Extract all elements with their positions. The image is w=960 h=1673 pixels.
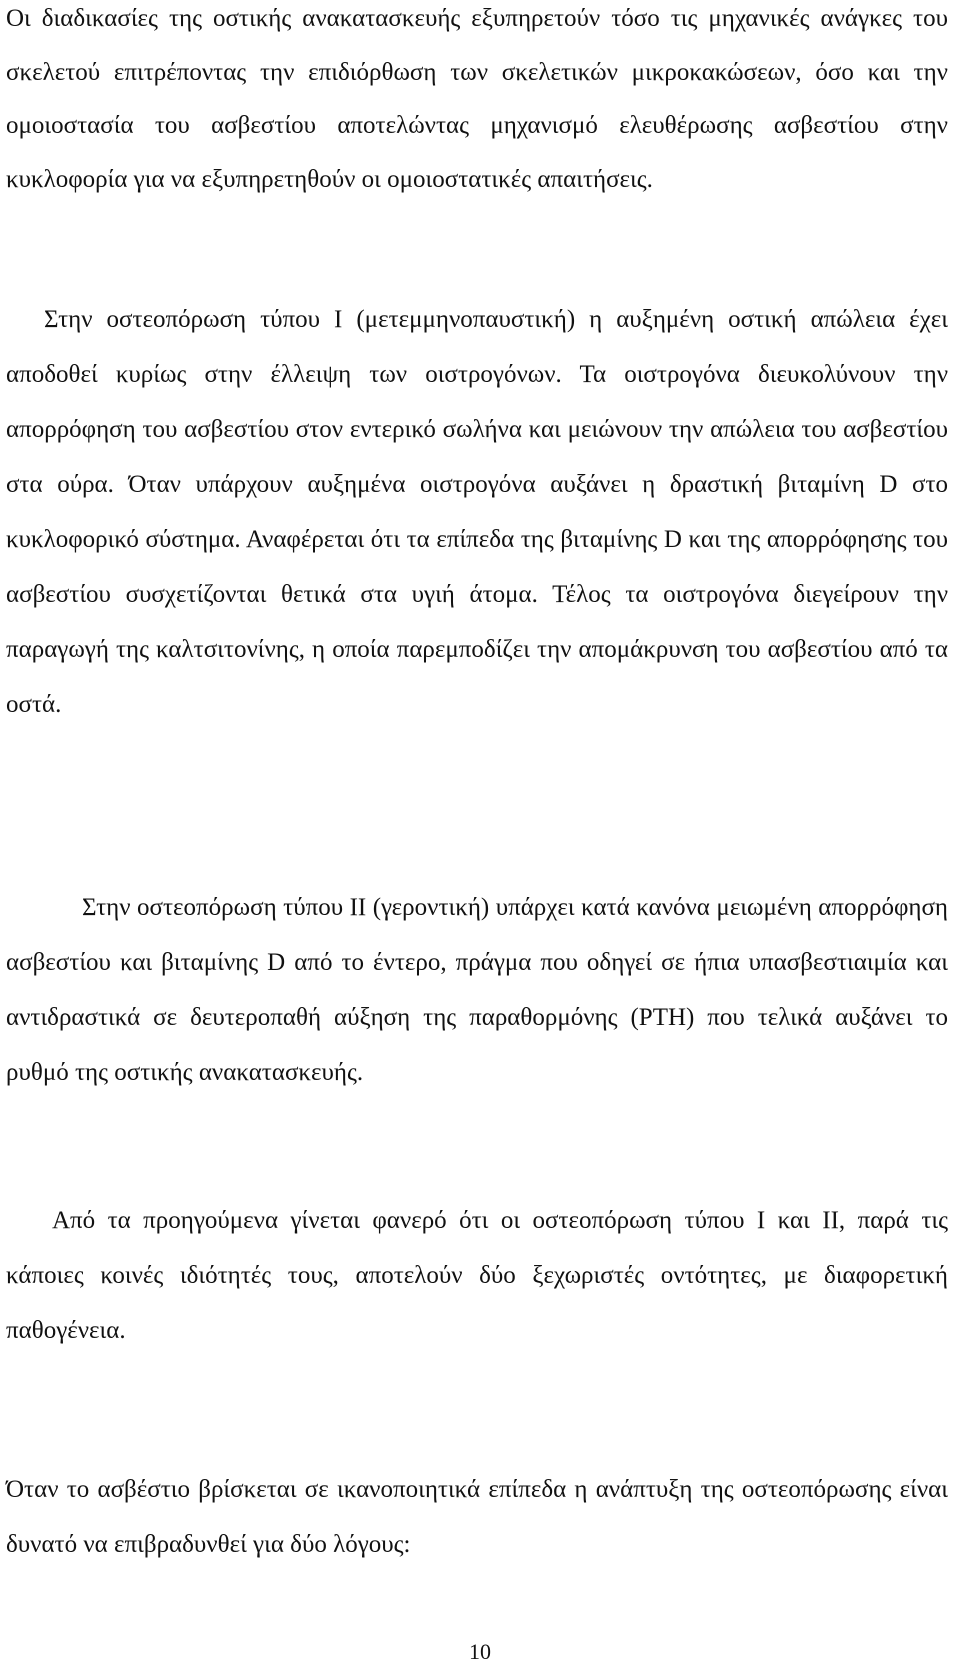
paragraph-osteoporosis-type-1: Στην οστεοπόρωση τύπου Ι (μετεμμηνοπαυστική) η αυξημένη οστική απώλεια έχει αποδοθεί κυρίως στην έλλειψη των οιστρογόνων. Τα οιστρογόνα διευκολύνουν την απορρόφηση του ασβεστίου στον εντερικό σωλήνα και μειώνουν την απώλεια του ασβεστίου στα ούρα. Όταν υπάρχουν αυξημένα οιστρογόνα αυξάνει η δραστική βιταμίνη D στο κυκλοφορικό σύστημα. Αναφέρεται ότι τα επίπεδα της βιταμίνης D και της απορρόφησης του ασβεστίου συσχετίζονται θετικά στα υγιή άτομα. Τέλος τα οιστρογόνα διεγείρουν την παραγωγή της καλτσιτονίνης, η οποία παρεμποδίζει την απομάκρυνση του ασβεστίου από τα οστά. <box>6 306 948 718</box>
paragraph-calcium-levels: Όταν το ασβέστιο βρίσκεται σε ικανοποιητικά επίπεδα η ανάπτυξη της οστεοπόρωσης είναι δυνατό να επιβραδυνθεί για δύο λόγους: <box>6 1476 948 1558</box>
page-number: 10 <box>469 1639 491 1664</box>
paragraph-bone-remodeling: Οι διαδικασίες της οστικής ανακατασκευής εξυπηρετούν τόσο τις μηχανικές ανάγκες του σκελετού επιτρέποντας την επιδιόρθωση των σκελετικών μικροκακώσεων, όσο και την ομοιοστασία του ασβεστίου αποτελώντας μηχανισμό ελευθέρωσης ασβεστίου στην κυκλοφορία για να εξυπηρετηθούν οι ομοιοστατικές απαιτήσεις. <box>6 5 948 193</box>
paragraph-conclusion: Από τα προηγούμενα γίνεται φανερό ότι οι οστεοπόρωση τύπου Ι και ΙΙ, παρά τις κάποιες κοινές ιδιότητές τους, αποτελούν δύο ξεχωριστές οντότητες, με διαφορετική παθογένεια. <box>6 1207 948 1344</box>
paragraph-osteoporosis-type-2: Στην οστεοπόρωση τύπου ΙΙ (γεροντική) υπάρχει κατά κανόνα μειωμένη απορρόφηση ασβεστίου και βιταμίνης D από το έντερο, πράγμα που οδηγεί σε ήπια υπασβεστιαιμία και αντιδραστικά σε δευτεροπαθή αύξηση της παραθορμόνης (PTH) που τελικά αυξάνει το ρυθμό της οστικής ανακατασκευής. <box>6 894 948 1086</box>
